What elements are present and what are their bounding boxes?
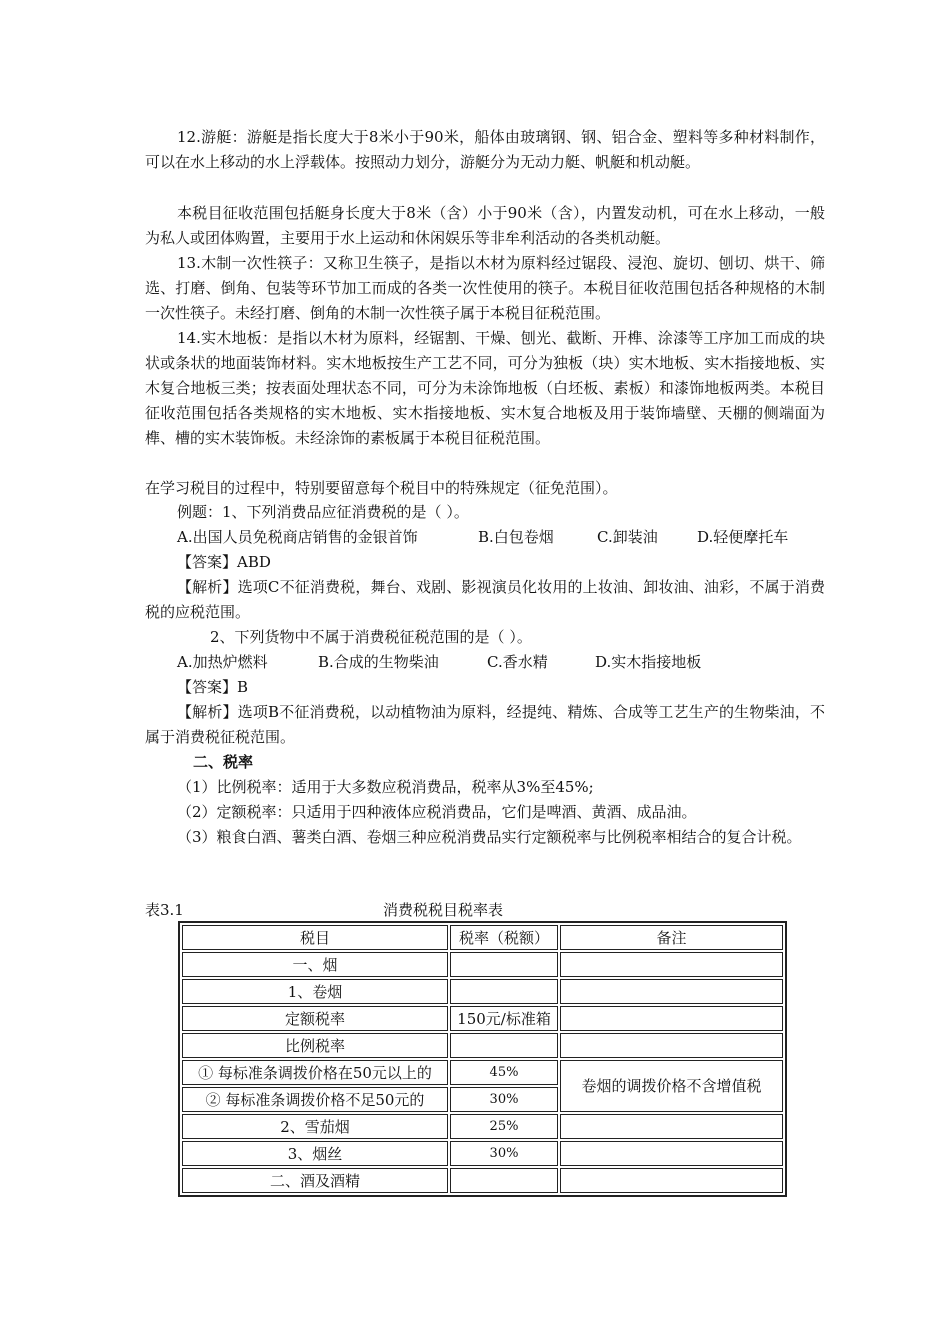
section-heading: 二、税率 [193,753,254,771]
table-label: 表3.1 [145,901,184,919]
table-row [182,1114,783,1139]
example1-option-b: B.白包卷烟 [478,528,554,546]
row-note-cell [560,952,783,977]
example2-question: 2、下列货物中不属于消费税征税范围的是（ ）。 [210,628,532,646]
header-cell-item: 税目 [182,925,448,950]
row-note-cell [560,1114,783,1139]
row-note-cell [560,1033,783,1058]
section-item-2: （2）定额税率：只适用于四种液体应税消费品，它们是啤酒、黄酒、成品油。 [177,803,697,821]
table-row [182,952,783,977]
row-item-cell: 定额税率 [182,1006,448,1031]
table-header-row [182,925,783,950]
table-row [182,1006,783,1031]
example1-question: 例题：1、下列消费品应征消费税的是（ ）。 [177,503,469,521]
row-note-cell [560,1141,783,1166]
row-rate-cell [450,1168,558,1193]
row-note-cell [560,1006,783,1031]
row-rate-cell: 30% [450,1141,558,1166]
row-item-cell: 1、卷烟 [182,979,448,1004]
row-item-cell: 比例税率 [182,1033,448,1058]
example2-option-c: C.香水精 [487,653,548,671]
table-row [182,1060,783,1085]
row-rate-cell: 45% [450,1060,558,1085]
section-item-1: （1）比例税率：适用于大多数应税消费品，税率从3%至45%; [177,778,594,796]
table-row [182,979,783,1004]
row-rate-cell: 150元/标准箱 [450,1006,558,1031]
row-item-cell: 一、烟 [182,952,448,977]
paragraph-wood-floor: 14.实木地板：是指以木材为原料，经锯割、干燥、刨光、截断、开榫、涂漆等工序加工而成的块状或条状的地面装饰材料。实木地板按生产工艺不同，可分为独板（块）实木地板、实木指接地板、实木复合地板三类；按表面处理状态不同，可分为未涂饰地板（白坯板、素板）和漆饰地板两类。本税目征收范围包括各类规格的实木地板、实木指接地板、实木复合地板及用于装饰墙壁、天棚的侧端面为榫、槽的实木装饰板。未经涂饰的素板属于本税目征税范围。 [145,329,825,447]
paragraph-study-note: 在学习税目的过程中，特别要留意每个税目中的特殊规定（征免范围）。 [145,479,618,497]
example2-option-d: D.实木指接地板 [595,653,702,671]
paragraph-yacht-scope: 本税目征收范围包括艇身长度大于8米（含）小于90米（含），内置发动机，可在水上移动，一般为私人或团体购置，主要用于水上运动和休闲娱乐等非牟利活动的各类机动艇。 [145,204,825,247]
row-rate-cell [450,1033,558,1058]
table-row [182,1168,783,1193]
example1-option-a: A.出国人员免税商店销售的金银首饰 [177,528,418,546]
row-item-cell: 2、雪茄烟 [182,1114,448,1139]
row-item-cell: ② 每标准条调拨价格不足50元的 [182,1087,448,1112]
example2-analysis: 【解析】选项B不征消费税，以动植物油为原料，经提纯、精炼、合成等工艺生产的生物柴油，不属于消费税征税范围。 [145,703,825,746]
header-cell-rate: 税率（税额） [450,925,558,950]
example2-option-b: B.合成的生物柴油 [318,653,439,671]
table-title: 消费税税目税率表 [383,901,504,919]
paragraph-yacht: 12.游艇：游艇是指长度大于8米小于90米，船体由玻璃钢、钢、铝合金、塑料等多种材料制作，可以在水上移动的水上浮载体。按照动力划分，游艇分为无动力艇、帆艇和机动艇。 [145,128,825,171]
example1-answer: 【答案】ABD [177,553,271,571]
tax-rate-table [178,921,787,1197]
row-rate-cell [450,979,558,1004]
row-note-cell [560,979,783,1004]
merged-note-cell: 卷烟的调拨价格不含增值税 [560,1060,783,1112]
row-item-cell: ① 每标准条调拨价格在50元以上的 [182,1060,448,1085]
example1-analysis: 【解析】选项C不征消费税，舞台、戏剧、影视演员化妆用的上妆油、卸妆油、油彩，不属于消费税的应税范围。 [145,578,825,621]
example2-answer: 【答案】B [177,678,249,696]
row-note-cell [560,1168,783,1193]
example1-option-c: C.卸装油 [597,528,658,546]
row-item-cell: 二、酒及酒精 [182,1168,448,1193]
example1-option-d: D.轻便摩托车 [697,528,789,546]
row-rate-cell [450,952,558,977]
row-rate-cell: 30% [450,1087,558,1112]
table-row [182,1033,783,1058]
row-rate-cell: 25% [450,1114,558,1139]
table-row [182,1141,783,1166]
example2-option-a: A.加热炉燃料 [177,653,268,671]
header-cell-note: 备注 [560,925,783,950]
section-item-3: （3）粮食白酒、薯类白酒、卷烟三种应税消费品实行定额税率与比例税率相结合的复合计税。 [177,828,802,846]
paragraph-chopsticks: 13.木制一次性筷子：又称卫生筷子，是指以木材为原料经过锯段、浸泡、旋切、刨切、烘干、筛选、打磨、倒角、包装等环节加工而成的各类一次性使用的筷子。本税目征收范围包括各种规格的木制一次性筷子。未经打磨、倒角的木制一次性筷子属于本税目征税范围。 [145,254,825,322]
row-item-cell: 3、烟丝 [182,1141,448,1166]
